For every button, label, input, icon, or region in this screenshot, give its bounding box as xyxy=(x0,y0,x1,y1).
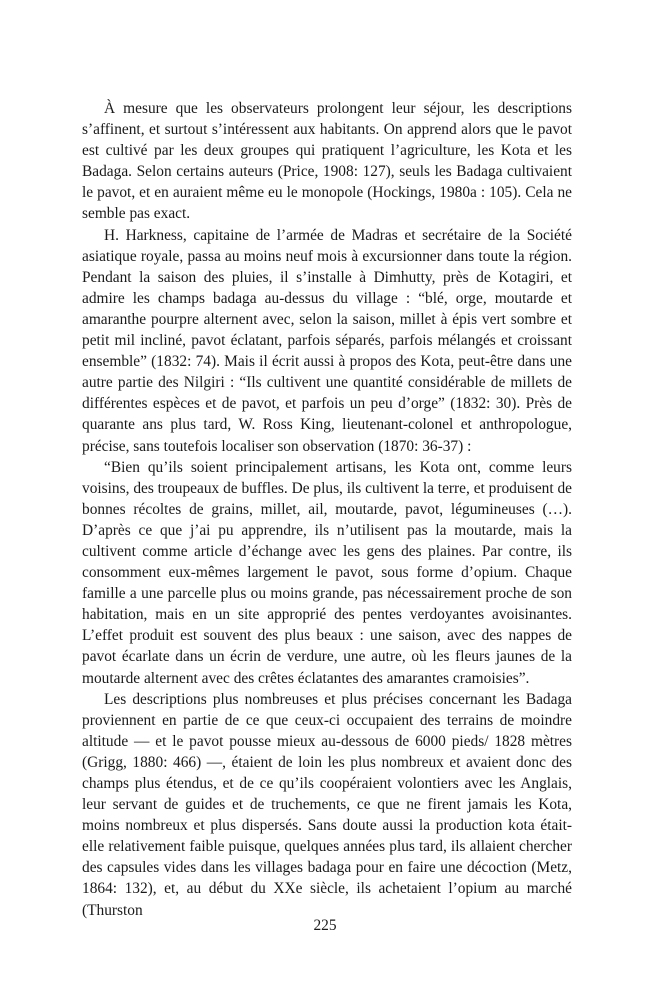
body-text xyxy=(82,98,572,921)
paragraph-2: H. Harkness, capitaine de l’armée de Madras et secrétaire de la Société asiatique royale, passa au moins neuf mois à excursionner dans toute la région. Pendant la saison des pluies, il s’installe à Dimhutty, près de Kotagiri, et admire les champs badaga au-dessus du village : “blé, orge, moutarde et amaranthe pourpre alternent avec, selon la saison, millet à épis vert sombre et petit mil incliné, pavot éclatant, parfois séparés, parfois mélangés et croissant ensemble” (1832: 74). Mais il écrit aussi à propos des Kota, peut-être dans une autre partie des Nilgiri : “Ils cultivent une quantité considérable de millets de différentes espèces et de pavot, et parfois un peu d’orge” (1832: 30). Près de quarante ans plus tard, W. Ross King, lieutenant-colonel et anthropologue, précise, sans toutefois localiser son observation (1870: 36-37) : xyxy=(82,226,572,455)
page-number: 225 xyxy=(313,917,337,934)
paragraph-1: À mesure que les observateurs prolongent leur séjour, les descriptions s’affinent, et surtout s’intéressent aux habitants. On apprend alors que le pavot est cultivé par les deux groupes qui pratiquent l’agriculture, les Kota et les Badaga. Selon certains auteurs (Price, 1908: 127), seuls les Badaga cultivaient le pavot, et en auraient même eu le monopole (Hockings, 1980a : 105). Cela ne semble pas exact. xyxy=(82,100,572,223)
paragraph-4: Les descriptions plus nombreuses et plus précises concernant les Badaga proviennent en partie de ce que ceux-ci occupaient des terrains de moindre altitude — et le pavot pousse mieux au-dessous de 6000 pieds/ 1828 mètres (Grigg, 1880: 466) —, étaient de loin les plus nombreux et avaient donc des champs plus étendus, et de ce qu’ils coopéraient volontiers avec les Anglais, leur servant de guides et de truchements, ce que ne firent jamais les Kota, moins nombreux et plus dispersés. Sans doute aussi la production kota était-elle relativement faible puisque, quelques années plus tard, ils allaient chercher des capsules vides dans les villages badaga pour en faire une décoction (Metz, 1864: 132), et, au début du XXe siècle, ils achetaient l’opium au marché (Thurston xyxy=(82,690,572,919)
paragraph-3-quotation: “Bien qu’ils soient principalement artisans, les Kota ont, comme leurs voisins, des troupeaux de buffles. De plus, ils cultivent la terre, et produisent de bonnes récoltes de grains, millet, ail, moutarde, pavot, légumineuses (…). D’après ce que j’ai pu apprendre, ils n’utilisent pas la moutarde, mais la cultivent comme article d’échange avec les gens des plaines. Par contre, ils consomment eux-mêmes largement le pavot, sous forme d’opium. Chaque famille a une parcelle plus ou moins grande, pas nécessairement proche de son habitation, mais en un site approprié des pentes verdoyantes avoisinantes. L’effet produit est souvent des plus beaux : une saison, avec des nappes de pavot écarlate dans un écrin de verdure, une autre, où les fleurs jaunes de la moutarde alternent avec des crêtes éclatantes des amarantes cramoisies”. xyxy=(82,458,572,687)
